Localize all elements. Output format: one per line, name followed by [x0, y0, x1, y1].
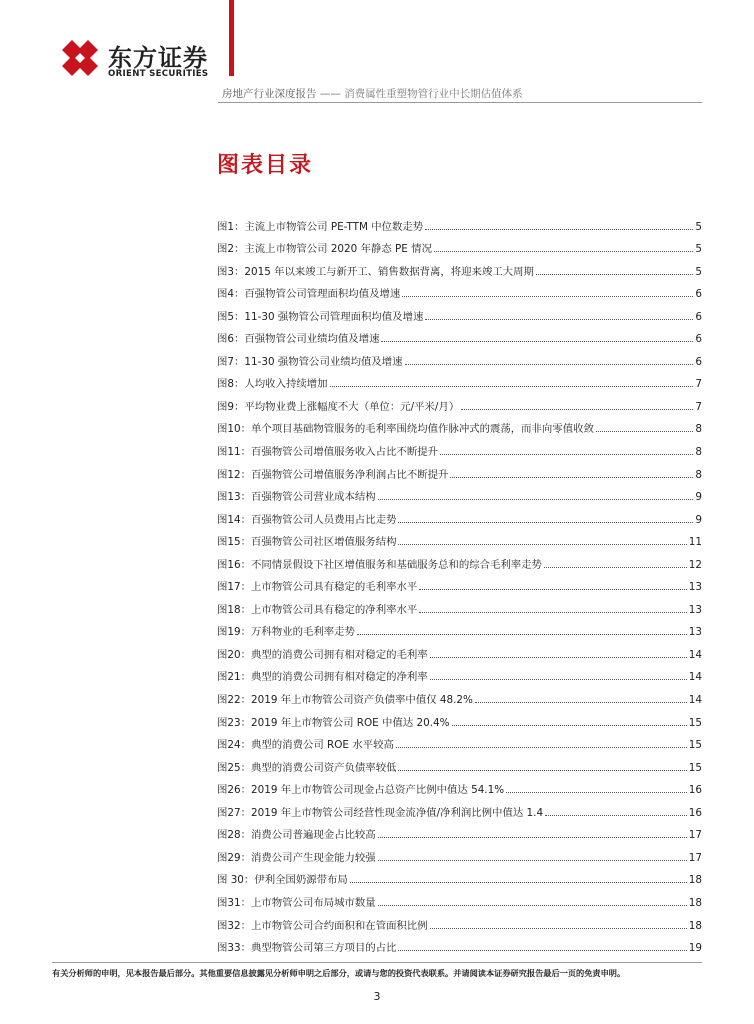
toc-dot-leader [545, 815, 687, 816]
toc-entry[interactable] [217, 210, 702, 233]
toc-dot-leader [475, 702, 687, 703]
toc-entry-label[interactable]: 图15：百强物管公司社区增值服务结构 [217, 536, 397, 549]
toc-entry-label[interactable]: 图11：百强物管公司增值服务收入占比不断提升 [217, 446, 439, 459]
toc-entry-page[interactable]: 6 [695, 288, 702, 301]
toc-dot-leader [430, 928, 687, 929]
toc-entry[interactable] [217, 683, 702, 706]
toc-dot-leader [378, 499, 694, 500]
toc-entry[interactable] [217, 886, 702, 909]
toc-dot-leader [330, 386, 694, 387]
toc-entry[interactable] [217, 729, 702, 752]
toc-entry-label[interactable]: 图4：百强物管公司管理面积均值及增速 [217, 288, 401, 301]
toc-entry-page[interactable]: 18 [688, 874, 702, 887]
toc-entry-label[interactable]: 图5：11-30 强物管公司管理面积均值及增速 [217, 310, 424, 323]
toc-entry-label[interactable]: 图24：典型的消费公司 ROE 水平较高 [217, 739, 394, 752]
toc-entry[interactable] [217, 751, 702, 774]
toc-dot-leader [398, 770, 686, 771]
toc-entry[interactable] [217, 638, 702, 661]
toc-entry-label[interactable]: 图20：典型的消费公司拥有相对稳定的毛利率 [217, 648, 428, 661]
toc-dot-leader [452, 725, 687, 726]
toc-entry-page[interactable]: 15 [688, 761, 702, 774]
toc-dot-leader [398, 522, 693, 523]
toc-entry-label[interactable]: 图25：典型的消费公司资产负债率较低 [217, 761, 397, 774]
header-separator: —— [319, 88, 341, 100]
toc-entry-label[interactable]: 图21：典型的消费公司拥有相对稳定的净利率 [217, 671, 428, 684]
toc-entry-page[interactable]: 8 [695, 468, 702, 481]
toc-dot-leader [419, 612, 687, 613]
toc-entry-page[interactable]: 16 [688, 784, 702, 797]
toc-entry-page[interactable]: 5 [695, 265, 702, 278]
toc-dot-leader [378, 905, 687, 906]
toc-dot-leader [425, 319, 693, 320]
toc-entry[interactable] [217, 593, 702, 616]
header-divider [218, 102, 702, 103]
toc-entry-label[interactable]: 图26：2019 年上市物管公司现金占总资产比例中值达 54.1% [217, 784, 505, 797]
toc-entry[interactable] [217, 909, 702, 932]
toc-entry[interactable] [217, 233, 702, 256]
toc-entry[interactable] [217, 706, 702, 729]
toc-entry-page[interactable]: 11 [688, 536, 702, 549]
toc-dot-leader [430, 657, 687, 658]
toc-entry-page[interactable]: 7 [695, 378, 702, 391]
toc-dot-leader [402, 296, 693, 297]
toc-entry-page[interactable]: 15 [688, 739, 702, 752]
toc-entry-page[interactable]: 9 [695, 513, 702, 526]
toc-entry[interactable] [217, 368, 702, 391]
toc-entry-page[interactable]: 8 [695, 446, 702, 459]
toc-entry[interactable] [217, 278, 702, 301]
toc-dot-leader [596, 431, 693, 432]
toc-entry[interactable] [217, 345, 702, 368]
toc-entry-label[interactable]: 图3：2015 年以来竣工与新开工、销售数据背离，将迎来竣工大周期 [217, 265, 534, 278]
toc-entry-page[interactable]: 13 [688, 581, 702, 594]
toc-dot-leader [357, 634, 687, 635]
toc-entry[interactable] [217, 323, 702, 346]
toc-dot-leader [378, 837, 687, 838]
toc-entry[interactable] [217, 390, 702, 413]
toc-entry-page[interactable]: 8 [695, 423, 702, 436]
footer-divider [52, 962, 702, 963]
table-of-figures [217, 210, 702, 954]
toc-entry-label[interactable]: 图19：万科物业的毛利率走势 [217, 626, 355, 639]
toc-entry-label[interactable]: 图16：不同情景假设下社区增值服务和基础服务总和的综合毛利率走势 [217, 558, 542, 571]
toc-entry-label[interactable]: 图29：消费公司产生现金能力较强 [217, 851, 376, 864]
toc-entry[interactable] [217, 503, 702, 526]
toc-dot-leader [405, 364, 694, 365]
toc-entry[interactable] [217, 526, 702, 549]
toc-dot-leader [350, 882, 687, 883]
toc-entry[interactable] [217, 435, 702, 458]
toc-entry-page[interactable]: 5 [695, 243, 702, 256]
toc-entry-label[interactable]: 图1：主流上市物管公司 PE-TTM 中位数走势 [217, 220, 424, 233]
toc-entry[interactable] [217, 796, 702, 819]
toc-entry-label[interactable]: 图17：上市物管公司具有稳定的毛利率水平 [217, 581, 418, 594]
toc-entry[interactable] [217, 413, 702, 436]
toc-dot-leader [425, 229, 693, 230]
toc-entry-label[interactable]: 图33：典型物管公司第三方项目的占比 [217, 942, 397, 955]
toc-entry-page[interactable]: 18 [688, 919, 702, 932]
toc-entry-page[interactable]: 14 [688, 671, 702, 684]
toc-entry-page[interactable]: 12 [688, 558, 702, 571]
toc-entry[interactable] [217, 481, 702, 504]
toc-entry-label[interactable]: 图2：主流上市物管公司 2020 年静态 PE 情况 [217, 243, 432, 256]
toc-entry-page[interactable]: 14 [688, 694, 702, 707]
toc-title: 图表目录 [217, 153, 314, 178]
report-subtitle: 消费属性重塑物管行业中长期估值体系 [344, 88, 523, 100]
toc-entry-page[interactable]: 9 [695, 491, 702, 504]
toc-entry-page[interactable]: 17 [688, 851, 702, 864]
toc-entry-label[interactable]: 图8：人均收入持续增加 [217, 378, 328, 391]
toc-entry-page[interactable]: 13 [688, 626, 702, 639]
toc-entry-label[interactable]: 图22：2019 年上市物管公司资产负债率中值仅 48.2% [217, 694, 473, 707]
toc-entry[interactable] [217, 932, 702, 955]
toc-entry-page[interactable]: 14 [688, 648, 702, 661]
toc-entry[interactable] [217, 841, 702, 864]
toc-entry-label[interactable]: 图10：单个项目基础物管服务的毛利率围绕均值作脉冲式的震荡，而非向零值收敛 [217, 423, 594, 436]
toc-entry-page[interactable]: 7 [695, 400, 702, 413]
toc-entry[interactable] [217, 548, 702, 571]
toc-entry-label[interactable]: 图6：百强物管公司业绩均值及增速 [217, 333, 380, 346]
report-category: 房地产行业深度报告 [222, 88, 317, 100]
report-header [222, 86, 523, 101]
toc-entry-label[interactable]: 图9：平均物业费上涨幅度不大（单位：元/平米/月） [217, 400, 460, 413]
toc-dot-leader [378, 860, 687, 861]
brand-name-cn: 东方证券 [108, 44, 208, 72]
toc-entry-label[interactable]: 图32：上市物管公司合约面积和在管面积比例 [217, 919, 428, 932]
toc-entry[interactable] [217, 661, 702, 684]
brand-name-en: ORIENT SECURITIES [108, 69, 209, 79]
toc-entry[interactable] [217, 616, 702, 639]
toc-entry-page[interactable]: 17 [688, 829, 702, 842]
toc-dot-leader [434, 251, 693, 252]
toc-dot-leader [396, 747, 687, 748]
toc-entry-page[interactable]: 6 [695, 333, 702, 346]
toc-dot-leader [544, 567, 687, 568]
toc-dot-leader [398, 544, 686, 545]
toc-dot-leader [430, 679, 687, 680]
toc-entry-page[interactable]: 6 [695, 355, 702, 368]
toc-entry-page[interactable]: 16 [688, 806, 702, 819]
toc-dot-leader [440, 454, 693, 455]
toc-entry-label[interactable]: 图18：上市物管公司具有稳定的净利率水平 [217, 603, 418, 616]
toc-entry-page[interactable]: 15 [688, 716, 702, 729]
toc-dot-leader [536, 274, 693, 275]
toc-entry-label[interactable]: 图23：2019 年上市物管公司 ROE 中值达 20.4% [217, 716, 450, 729]
toc-dot-leader [506, 792, 687, 793]
toc-dot-leader [419, 589, 687, 590]
toc-entry[interactable] [217, 864, 702, 887]
toc-entry-label[interactable]: 图 30：伊利全国奶源带布局 [217, 874, 348, 887]
toc-entry-label[interactable]: 图7：11-30 强物管公司业绩均值及增速 [217, 355, 403, 368]
toc-entry-label[interactable]: 图28：消费公司普遍现金占比较高 [217, 829, 376, 842]
toc-entry[interactable] [217, 458, 702, 481]
toc-dot-leader [398, 950, 686, 951]
toc-entry[interactable] [217, 300, 702, 323]
toc-entry[interactable] [217, 255, 702, 278]
toc-entry-label[interactable]: 图12：百强物管公司增值服务净利润占比不断提升 [217, 468, 449, 481]
page-number: 3 [373, 990, 381, 1003]
toc-entry[interactable] [217, 774, 702, 797]
orient-securities-logo-icon [58, 36, 102, 80]
toc-entry-page[interactable]: 19 [688, 942, 702, 955]
toc-dot-leader [450, 477, 693, 478]
toc-entry-page[interactable]: 6 [695, 310, 702, 323]
toc-dot-leader [381, 341, 693, 342]
toc-entry[interactable] [217, 819, 702, 842]
footer-disclaimer: 有关分析师的申明，见本报告最后部分。其他重要信息披露见分析师申明之后部分，或请与您的投资代表联系。并请阅读本证券研究报告最后一页的免责申明。 [52, 968, 626, 978]
toc-entry-label[interactable]: 图13：百强物管公司营业成本结构 [217, 491, 376, 504]
toc-entry-label[interactable]: 图31：上市物管公司布局城市数量 [217, 896, 376, 909]
toc-entry-label[interactable]: 图14：百强物管公司人员费用占比走势 [217, 513, 397, 526]
toc-entry-label[interactable]: 图27：2019 年上市物管公司经营性现金流净值/净利润比例中值达 1.4 [217, 806, 544, 819]
header-accent-bar [229, 0, 234, 76]
toc-entry[interactable] [217, 571, 702, 594]
toc-entry-page[interactable]: 13 [688, 603, 702, 616]
company-logo [58, 36, 210, 84]
toc-entry-page[interactable]: 18 [688, 896, 702, 909]
toc-dot-leader [461, 409, 693, 410]
toc-entry-page[interactable]: 5 [695, 220, 702, 233]
